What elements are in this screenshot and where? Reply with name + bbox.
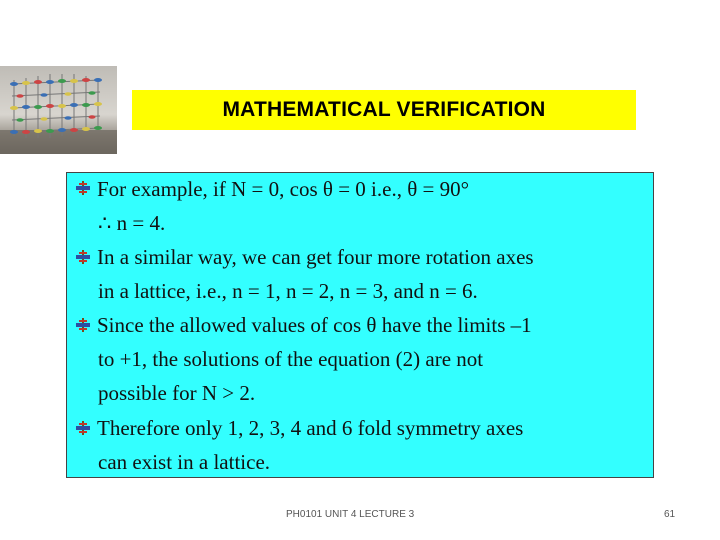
text-line-5: Since the allowed values of cos θ have the limits –1 [97,313,532,337]
footer-course-info: PH0101 UNIT 4 LECTURE 3 [286,509,415,520]
text-line-8: Therefore only 1, 2, 3, 4 and 6 fold symmetry axes [97,416,524,440]
title-banner [132,90,636,130]
bullet-icon [76,250,90,264]
text-line-2: ∴ n = 4. [98,211,166,235]
slide-title: MATHEMATICAL VERIFICATION [222,98,546,121]
slide-number: 61 [664,509,676,520]
text-line-3: In a similar way, we can get four more rotation axes [97,245,534,269]
text-line-4: in a lattice, i.e., n = 1, n = 2, n = 3, and n = 6. [98,279,478,303]
bullet-icon [76,181,90,195]
crystal-lattice-thumbnail-icon [0,66,117,154]
text-line-1: For example, if N = 0, cos θ = 0 i.e., θ = 90° [97,177,469,201]
text-line-7: possible for N > 2. [98,381,256,405]
bullet-icon [76,318,90,332]
content-box [66,172,654,478]
crystal-lattice-thumbnail [0,66,117,154]
text-line-9: can exist in a lattice. [98,450,271,474]
bullet-icon [76,421,90,435]
text-line-6: to +1, the solutions of the equation (2) are not [98,347,484,371]
